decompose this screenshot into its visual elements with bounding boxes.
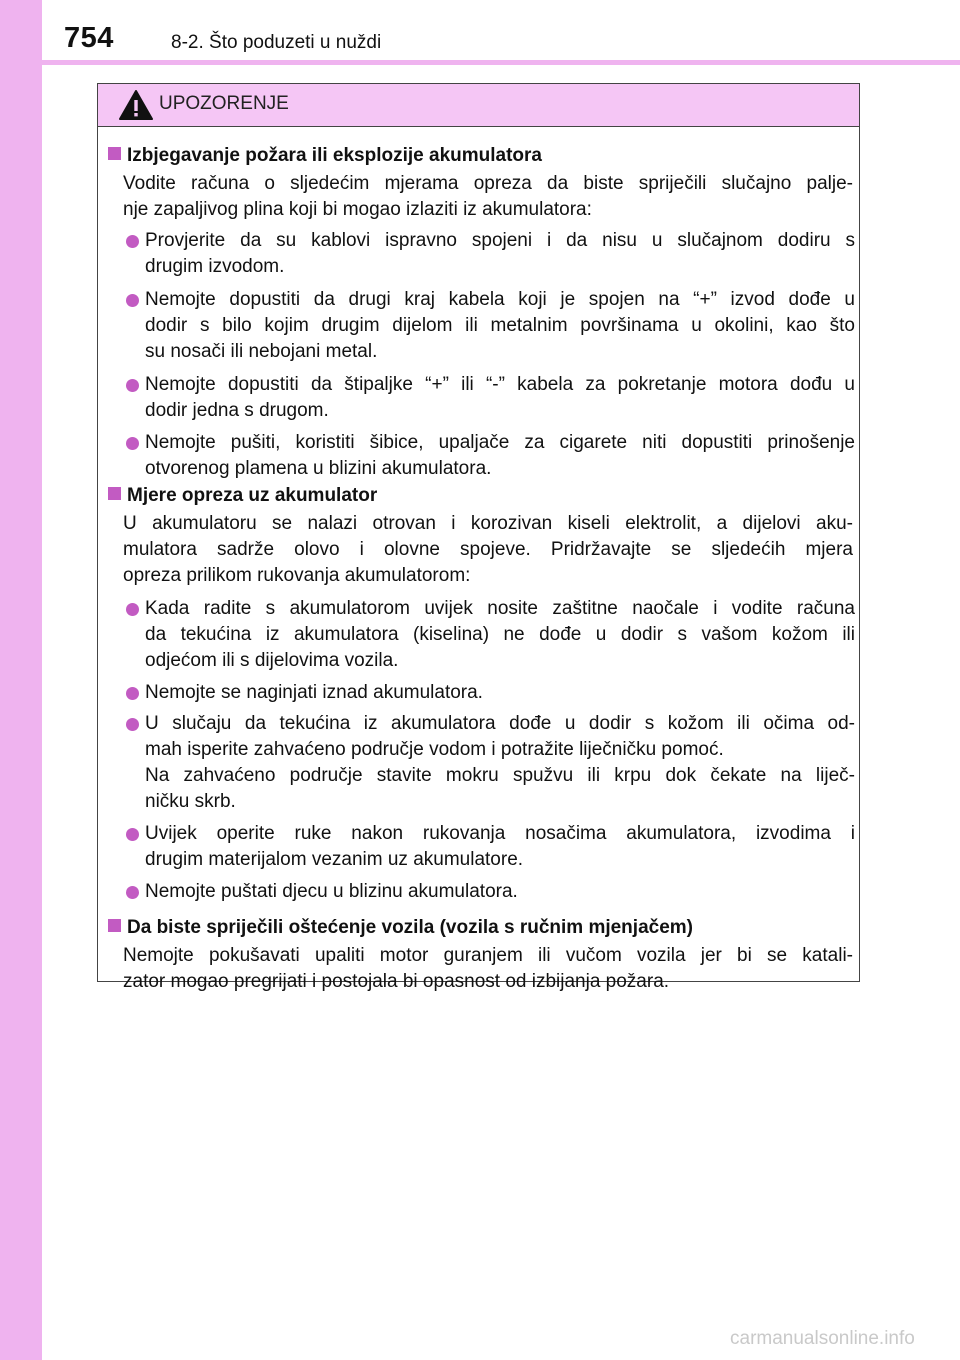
list-item: Nemojte puštati djecu u blizinu akumulatora. [123, 879, 855, 905]
list-item: Nemojte dopustiti da drugi kraj kabela koji je spojen na “+” izvod dođe u dodir s bilo kojim drugim dijelom ili metalnim površinama u okolini, kao što su nosači ili nebojani metal. [123, 287, 855, 365]
list-item: Kada radite s akumulatorom uvijek nosite zaštitne naočale i vodite računa da tekućina iz akumulatora (kiselina) ne dođe u dodir s vašom kožom ili odjećom ili s dijelovima vozila. [123, 596, 855, 674]
section-intro: U akumulatoru se nalazi otrovan i korozivan kiseli elektrolit, a dijelovi aku- mulatora sadrže olovo i olovne spojeve. Pridržavajte se sljedećih mjera opreza prilikom rukovanja akumulatorom: [123, 513, 853, 586]
warning-header [98, 84, 859, 127]
side-color-band [0, 0, 42, 1360]
circle-bullet-icon [126, 828, 139, 841]
section-heading: Da biste spriječili oštećenje vozila (vozila s ručnim mjenjačem) [108, 917, 693, 939]
section-heading: Mjere opreza uz akumulator [108, 485, 377, 507]
circle-bullet-icon [126, 437, 139, 450]
list-item: Nemojte se naginjati iznad akumulatora. [123, 680, 855, 706]
list-item: Nemojte dopustiti da štipaljke “+” ili “-” kabela za pokretanje motora dođu u dodir jedna s drugom. [123, 372, 855, 424]
header-rule [42, 60, 960, 65]
circle-bullet-icon [126, 235, 139, 248]
list-item: Provjerite da su kablovi ispravno spojeni i da nisu u slučajnom dodiru s drugim izvodom. [123, 228, 855, 280]
circle-bullet-icon [126, 687, 139, 700]
circle-bullet-icon [126, 294, 139, 307]
section-intro: Nemojte pokušavati upaliti motor guranjem ili vučom vozila jer bi se katali- zator mogao pregrijati i postojala bi opasnost od izbijanja požara. [123, 945, 853, 992]
square-bullet-icon [108, 487, 121, 500]
circle-bullet-icon [126, 718, 139, 731]
list-item: Uvijek operite ruke nakon rukovanja nosačima akumulatora, izvodima i drugim materijalom vezanim uz akumulatore. [123, 821, 855, 873]
list-item: Nemojte pušiti, koristiti šibice, upaljače za cigarete niti dopustiti prinošenje otvorenog plamena u blizini akumulatora. [123, 430, 855, 482]
watermark: carmanualsonline.info [730, 1328, 915, 1349]
warning-box [97, 83, 860, 992]
page-number: 754 [64, 22, 114, 54]
section-heading: Izbjegavanje požara ili eksplozije akumulatora [108, 145, 542, 167]
list-item: U slučaju da tekućina iz akumulatora dođe u dodir s kožom ili očima od- mah isperite zahvaćeno područje vodom i potražite liječničku pomoć. Na zahvaćeno područje stavite mokru spužvu ili krpu dok čekate na liječ- ničku skrb. [123, 711, 855, 815]
section-intro: Vodite računa o sljedećim mjerama opreza da biste spriječili slučajno palje- nje zapaljivog plina koji bi mogao izlaziti iz akumulatora: [123, 173, 853, 220]
warning-triangle-icon [118, 89, 154, 121]
section-title: 8-2. Što poduzeti u nuždi [171, 32, 382, 53]
circle-bullet-icon [126, 379, 139, 392]
square-bullet-icon [108, 147, 121, 160]
circle-bullet-icon [126, 886, 139, 899]
circle-bullet-icon [126, 603, 139, 616]
warning-label: UPOZORENJE [159, 93, 289, 114]
square-bullet-icon [108, 919, 121, 932]
